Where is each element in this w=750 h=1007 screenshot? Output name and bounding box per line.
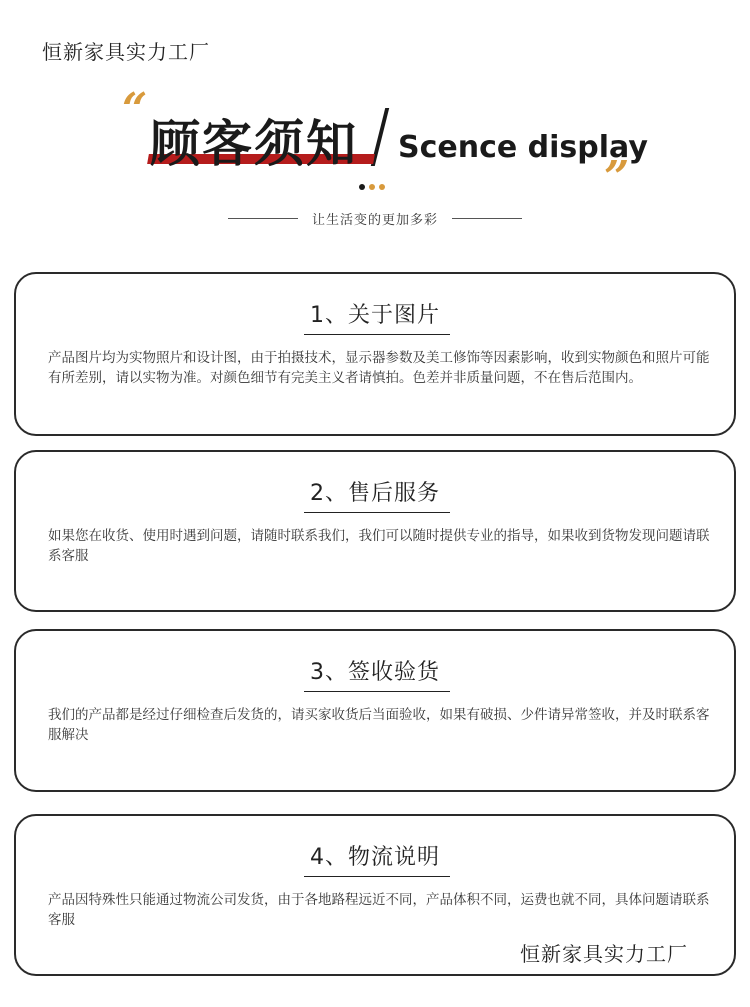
subtitle: 让生活变的更加多彩 — [311, 212, 438, 228]
subtitle-line-right — [452, 218, 522, 219]
subtitle-row — [0, 208, 750, 228]
card-body: 产品因特殊性只能通过物流公司发货，由于各地路程远近不同，产品体积不同，运费也就不同，具体问题请联系客服 — [48, 892, 710, 928]
brand-name-top: 恒新家具实力工厂 — [42, 40, 210, 64]
card-heading-rule — [304, 876, 450, 877]
decorative-dots — [359, 184, 385, 190]
card-body: 我们的产品都是经过仔细检查后发货的，请买家收货后当面验收，如果有破损、少件请异常签收，并及时联系客服解决 — [48, 707, 710, 743]
brand-name-bottom: 恒新家具实力工厂 — [520, 942, 688, 966]
card-heading: 1、关于图片 — [310, 303, 440, 328]
card-heading: 3、签收验货 — [310, 660, 440, 685]
dot-gold — [369, 184, 375, 190]
card-body: 产品图片均为实物照片和设计图，由于拍摄技术，显示器参数及美工修饰等因素影响，收到实物颜色和照片可能有所差别，请以实物为准。对颜色细节有完美主义者请慎拍。色差并非质量问题，不在售后范围内。 — [48, 350, 710, 386]
dot-gold — [379, 184, 385, 190]
open-quote-mark: “ — [122, 84, 148, 135]
page-title-english: Scence display — [398, 130, 648, 165]
notice-card-after-sales — [14, 450, 736, 612]
notice-card-pictures — [14, 272, 736, 436]
card-heading-rule — [304, 334, 450, 335]
page-header — [0, 84, 750, 228]
notice-card-inspection — [14, 629, 736, 792]
card-heading: 2、售后服务 — [310, 481, 440, 506]
page-title: 顾客须知 — [150, 115, 358, 173]
dot-dark — [359, 184, 365, 190]
card-body: 如果您在收货、使用时遇到问题，请随时联系我们，我们可以随时提供专业的指导，如果收到货物发现问题请联系客服 — [48, 528, 710, 564]
card-heading-rule — [304, 512, 450, 513]
card-heading-rule — [304, 691, 450, 692]
close-quote-mark: ” — [604, 152, 630, 203]
card-heading: 4、物流说明 — [310, 845, 440, 870]
subtitle-line-left — [228, 218, 298, 219]
